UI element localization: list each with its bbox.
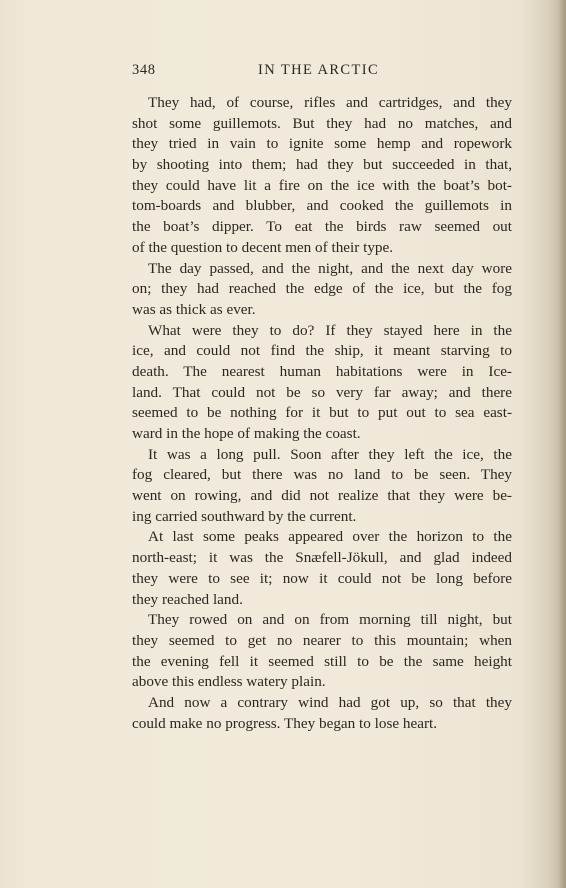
text-line: What were they to do? If they stayed here in the <box>148 321 512 339</box>
text-line: shot some guillemots. But they had no matches, and <box>132 114 512 132</box>
text-line: ing carried southward by the current. <box>132 507 357 525</box>
text-line: They rowed on and on from morning till night, but <box>148 611 512 629</box>
text-line: ice, and could not find the ship, it meant starving to <box>132 342 512 360</box>
text-line: went on rowing, and did not realize that they were be- <box>132 487 512 505</box>
text-line: And now a contrary wind had got up, so that they <box>148 693 512 711</box>
text-line: seemed to be nothing for it but to put out to sea east- <box>132 404 512 422</box>
paragraph <box>132 445 512 528</box>
text-line: land. That could not be so very far away; and there <box>132 383 512 401</box>
running-head: IN THE ARCTIC <box>258 62 380 78</box>
text-line: they could have lit a fire on the ice with the boat’s bot- <box>132 176 512 194</box>
paragraph <box>132 693 512 734</box>
paragraph <box>132 527 512 610</box>
paragraph <box>132 93 512 259</box>
text-line: ward in the hope of making the coast. <box>132 425 361 442</box>
paragraph <box>132 259 512 321</box>
text-line: They had, of course, rifles and cartridges, and they <box>148 94 512 111</box>
text-line: they reached land. <box>132 590 243 608</box>
text-line: they were to see it; now it could not be long before <box>132 569 512 587</box>
text-line: It was a long pull. Soon after they left the ice, the <box>148 445 512 463</box>
text-line: by shooting into them; had they but succeeded in that, <box>132 156 512 174</box>
page-edge-shadow <box>558 0 566 888</box>
text-line: the boat’s dipper. To eat the birds raw seemed out <box>132 218 512 236</box>
text-line: death. The nearest human habitations were in Ice- <box>132 362 512 380</box>
page-header <box>132 62 512 84</box>
text-line: they seemed to get no nearer to this mountain; when <box>132 631 512 649</box>
text-line: The day passed, and the night, and the next day wore <box>148 259 512 277</box>
text-line: north-east; it was the Snæfell-Jökull, and glad indeed <box>132 549 512 567</box>
paragraph <box>132 321 512 445</box>
text-line: was as thick as ever. <box>132 300 256 318</box>
paragraph <box>132 610 512 693</box>
text-line: they tried in vain to ignite some hemp and ropework <box>132 135 512 153</box>
text-line: could make no progress. They began to lose heart. <box>132 714 438 732</box>
text-line: of the question to decent men of their type. <box>132 238 394 256</box>
text-line: on; they had reached the edge of the ice, but the fog <box>132 280 512 298</box>
text-line: fog cleared, but there was no land to be seen. They <box>132 466 512 484</box>
body-text <box>132 93 512 734</box>
text-line: At last some peaks appeared over the horizon to the <box>148 528 512 546</box>
page-number: 348 <box>132 62 156 78</box>
text-line: tom-boards and blubber, and cooked the guillemots in <box>132 197 512 215</box>
text-line: the evening fell it seemed still to be the same height <box>132 652 512 670</box>
text-line: above this endless watery plain. <box>132 673 326 691</box>
